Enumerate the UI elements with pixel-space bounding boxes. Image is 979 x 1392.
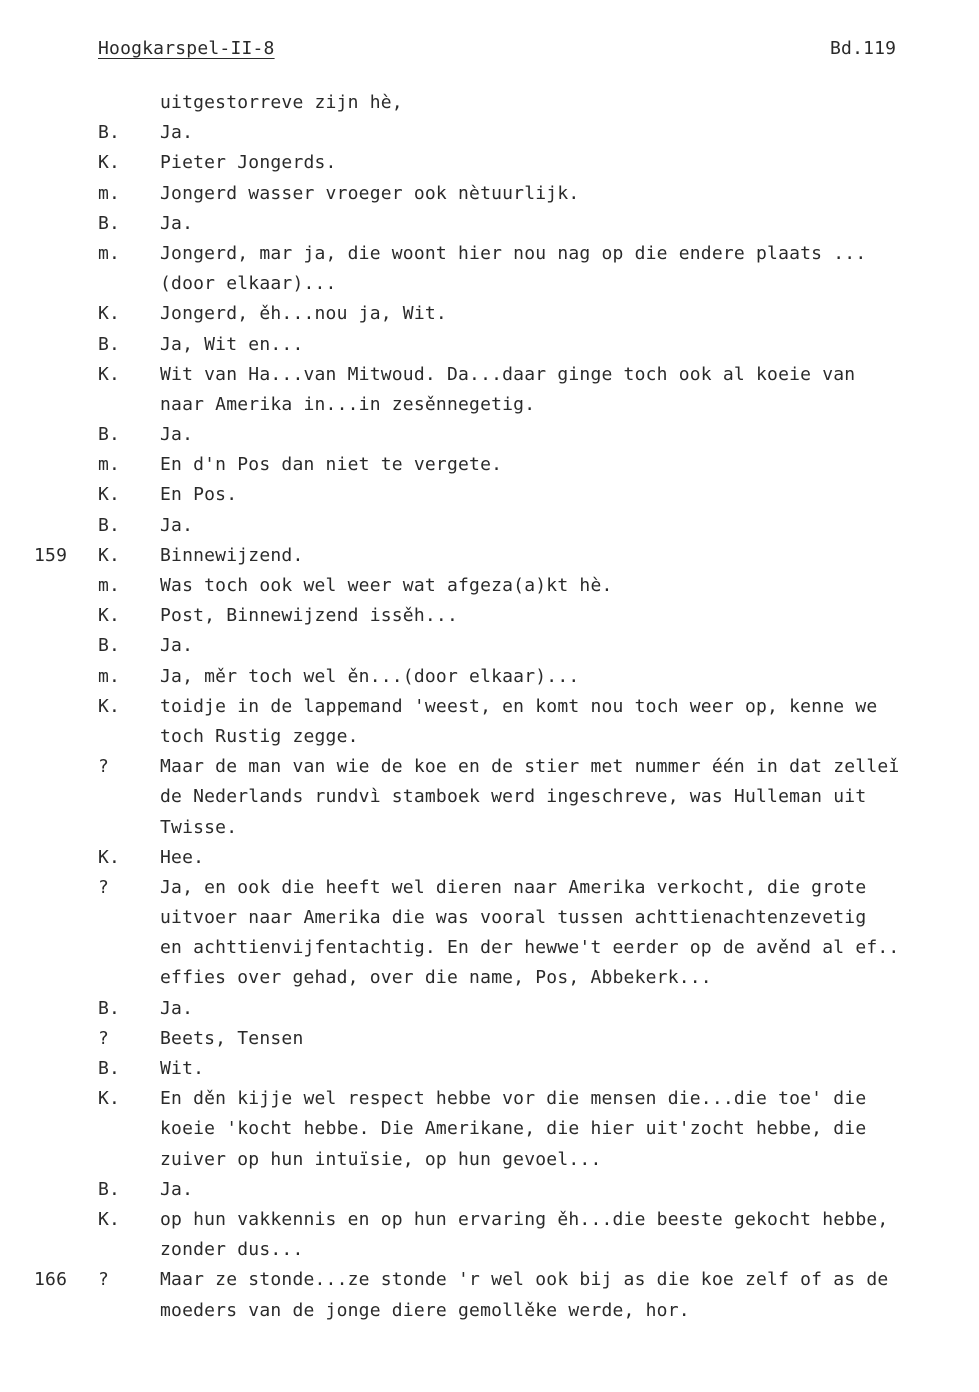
utterance-text: koeie 'kocht hebbe. Die Amerikane, die hier uit'zocht hebbe, die <box>160 1118 867 1140</box>
speaker-label: B. <box>98 1178 121 1200</box>
transcript-line <box>0 873 979 903</box>
utterance-text: toidje in de lappemand 'weest, en komt nou toch weer op, kenne we <box>160 695 878 717</box>
speaker-label: K. <box>98 1088 121 1110</box>
transcript-line <box>0 360 979 390</box>
transcript-line <box>0 450 979 480</box>
speaker-label: K. <box>98 484 121 506</box>
utterance-text: En d'n Pos dan niet te vergete. <box>160 454 503 476</box>
utterance-text: Jongerd wasser vroeger ook nètuurlijk. <box>160 182 580 204</box>
transcript-line <box>0 994 979 1024</box>
transcript-line <box>0 1114 979 1144</box>
utterance-text: Ja, měr toch wel ěn...(door elkaar)... <box>160 665 580 687</box>
utterance-text: Jongerd, mar ja, die woont hier nou nag op die endere plaats ... <box>160 242 867 264</box>
page-reference: Bd.119 <box>830 38 897 59</box>
utterance-text: Wit. <box>160 1058 205 1079</box>
utterance-text: Ja, Wit en... <box>160 333 304 355</box>
transcript-line <box>0 179 979 209</box>
utterance-text: en achttienvijfentachtig. En der hewwe't eerder op de avěnd al ef.. <box>160 937 900 959</box>
utterance-text: Hee. <box>160 846 205 868</box>
transcript-line <box>0 88 979 118</box>
transcript-line <box>0 390 979 420</box>
transcript-line <box>0 1296 979 1326</box>
document-title: Hoogkarspel-II-8 <box>98 38 275 59</box>
transcript-line <box>0 118 979 148</box>
speaker-label: m. <box>98 242 121 264</box>
utterance-text: Ja. <box>160 1178 194 1200</box>
utterance-text: de Nederlands rundvì stamboek werd ingeschreve, was Hulleman uit <box>160 786 867 808</box>
utterance-text: En Pos. <box>160 484 238 506</box>
utterance-text: Twisse. <box>160 816 238 838</box>
transcript-line <box>0 420 979 450</box>
transcript-body <box>0 88 979 1326</box>
speaker-label: K. <box>98 1208 121 1230</box>
speaker-label: B. <box>98 212 121 234</box>
speaker-label: K. <box>98 695 121 717</box>
speaker-label: K. <box>98 363 121 385</box>
speaker-label: K. <box>98 846 121 868</box>
transcript-line <box>0 1145 979 1175</box>
utterance-text: Ja, en ook die heeft wel dieren naar Amerika verkocht, die grote <box>160 876 867 898</box>
utterance-text: Pieter Jongerds. <box>160 152 337 174</box>
transcript-line <box>0 1205 979 1235</box>
transcript-line <box>0 330 979 360</box>
transcript-line <box>0 541 979 571</box>
utterance-text: Ja. <box>160 997 194 1019</box>
utterance-text: uitvoer naar Amerika die was vooral tussen achttienachtenzevetig <box>160 907 867 929</box>
utterance-text: naar Amerika in...in zesěnnegetig. <box>160 393 536 415</box>
utterance-text: Binnewijzend. <box>160 544 304 566</box>
speaker-label: m. <box>98 575 121 596</box>
speaker-label: ? <box>98 876 110 898</box>
transcript-line <box>0 662 979 692</box>
transcript-line <box>0 239 979 269</box>
speaker-label: B. <box>98 424 121 446</box>
line-number: 166 <box>34 1269 68 1291</box>
speaker-label: K. <box>98 152 121 174</box>
line-number: 159 <box>34 544 68 566</box>
speaker-label: K. <box>98 544 121 566</box>
transcript-line <box>0 631 979 661</box>
transcript-line <box>0 480 979 510</box>
utterance-text: moeders van de jonge diere gemollěke werde, hor. <box>160 1299 690 1321</box>
speaker-label: m. <box>98 454 121 476</box>
utterance-text: Ja. <box>160 122 194 144</box>
speaker-label: m. <box>98 182 121 204</box>
utterance-text: zonder dus... <box>160 1239 304 1261</box>
transcript-line <box>0 148 979 178</box>
utterance-text: Maar de man van wie de koe en de stier met nummer één in dat zelleǐ <box>160 756 900 778</box>
speaker-label: ? <box>98 756 110 778</box>
utterance-text: En děn kijje wel respect hebbe vor die mensen die...die toe' die <box>160 1088 867 1110</box>
utterance-text: zuiver op hun intuïsie, op hun gevoel... <box>160 1148 602 1170</box>
utterance-text: Beets, Tensen <box>160 1027 304 1049</box>
transcript-line <box>0 963 979 993</box>
speaker-label: B. <box>98 122 121 144</box>
transcript-line <box>0 1024 979 1054</box>
utterance-text: toch Rustig zegge. <box>160 725 359 747</box>
transcript-line <box>0 752 979 782</box>
utterance-text: uitgestorreve zijn hè, <box>160 92 403 113</box>
transcript-line <box>0 1084 979 1114</box>
speaker-label: ? <box>98 1269 110 1291</box>
transcript-line <box>0 692 979 722</box>
transcript-line <box>0 511 979 541</box>
transcript-line <box>0 601 979 631</box>
utterance-text: Wit van Ha...van Mitwoud. Da...daar ginge toch ook al koeie van <box>160 363 856 385</box>
transcript-line <box>0 813 979 843</box>
transcript-line <box>0 903 979 933</box>
transcript-line <box>0 1265 979 1295</box>
speaker-label: K. <box>98 303 121 325</box>
utterance-text: (door elkaar)... <box>160 273 337 295</box>
transcript-line <box>0 1235 979 1265</box>
utterance-text: op hun vakkennis en op hun ervaring ěh...die beeste gekocht hebbe, <box>160 1208 889 1230</box>
speaker-label: B. <box>98 1058 121 1079</box>
utterance-text: Was toch ook wel weer wat afgeza(a)kt hè. <box>160 575 613 596</box>
utterance-text: Maar ze stonde...ze stonde 'r wel ook bij as die koe zelf of as de <box>160 1269 889 1291</box>
transcript-line <box>0 1175 979 1205</box>
speaker-label: B. <box>98 635 121 657</box>
utterance-text: Ja. <box>160 514 194 536</box>
transcript-line <box>0 782 979 812</box>
utterance-text: Ja. <box>160 424 194 446</box>
transcript-line <box>0 1054 979 1084</box>
transcript-line <box>0 843 979 873</box>
transcript-line <box>0 571 979 601</box>
utterance-text: Post, Binnewijzend issěh... <box>160 605 458 627</box>
utterance-text: Ja. <box>160 212 194 234</box>
transcript-line <box>0 209 979 239</box>
transcript-line <box>0 722 979 752</box>
speaker-label: B. <box>98 997 121 1019</box>
utterance-text: Jongerd, ěh...nou ja, Wit. <box>160 303 447 325</box>
transcript-line <box>0 299 979 329</box>
speaker-label: m. <box>98 665 121 687</box>
utterance-text: Ja. <box>160 635 194 657</box>
speaker-label: B. <box>98 333 121 355</box>
speaker-label: K. <box>98 605 121 627</box>
transcript-line <box>0 269 979 299</box>
speaker-label: ? <box>98 1027 110 1049</box>
utterance-text: effies over gehad, over die name, Pos, Abbekerk... <box>160 967 712 989</box>
transcript-line <box>0 933 979 963</box>
speaker-label: B. <box>98 514 121 536</box>
